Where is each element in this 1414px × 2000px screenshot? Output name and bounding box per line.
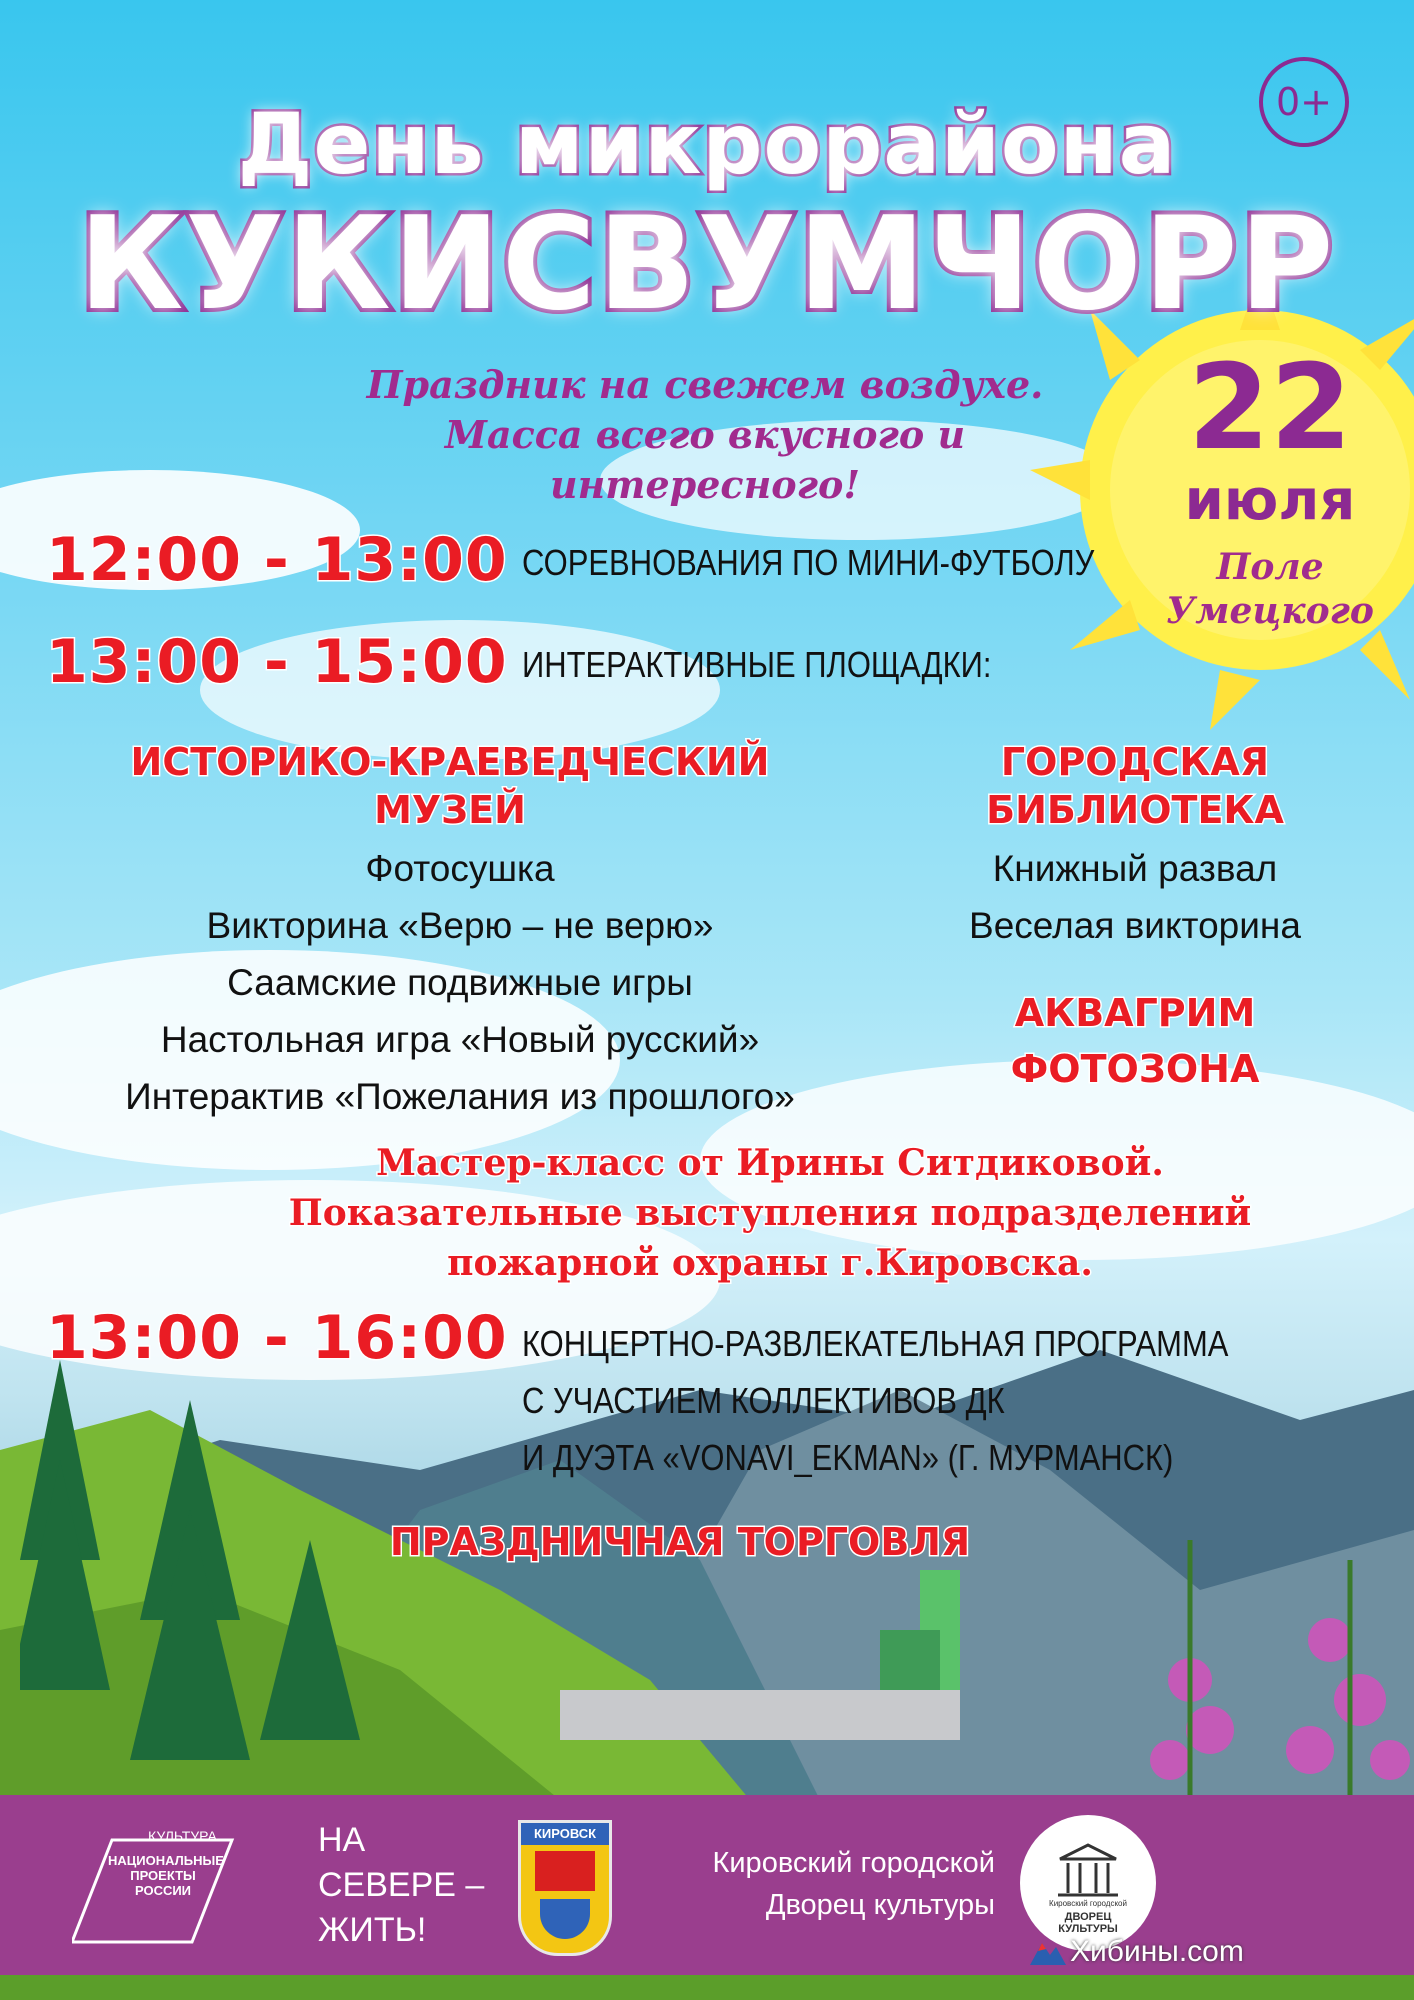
concert-line3: И ДУЭТА «VONAVI_EKMAN» (Г. МУРМАНСК) [522, 1437, 1174, 1478]
footer-grass [0, 1975, 1414, 2000]
schedule-time-2: 13:00 - 15:00 [46, 627, 508, 697]
library-title-line1: ГОРОДСКАЯ [1000, 740, 1270, 784]
fireweed-flowers [1130, 1540, 1414, 1800]
event-place [1160, 545, 1380, 633]
dk-logo-big [1020, 1911, 1156, 1935]
concert-line2: С УЧАСТИЕМ КОЛЛЕКТИВОВ ДК [522, 1380, 1005, 1421]
museum-title-line1: ИСТОРИКО-КРАЕВЕДЧЕСКИЙ [130, 740, 770, 784]
museum-title [100, 738, 800, 834]
culture-label: КУЛЬТУРА [148, 1828, 217, 1844]
list-item: Веселая викторина [969, 905, 1301, 946]
dk-logo-small: Кировский городской [1049, 1899, 1127, 1908]
list-item: Интерактив «Пожелания из прошлого» [125, 1076, 795, 1117]
schedule-time-3: 13:00 - 16:00 [46, 1303, 508, 1373]
coat-red-field [535, 1851, 595, 1891]
north-slogan [318, 1818, 484, 1953]
dk-line1: Кировский городской [712, 1847, 995, 1879]
subtitle-line1: Праздник на свежем воздухе. [366, 362, 1044, 407]
place-line1: Поле [1216, 546, 1324, 588]
place-line2: Умецкого [1166, 590, 1374, 632]
np-line3: РОССИИ [134, 1883, 192, 1898]
coat-label: КИРОВСК [521, 1823, 609, 1845]
masterclass-line2: Показательные выступления подразделений [288, 1192, 1252, 1234]
north-line3: ЖИТЬ! [318, 1911, 427, 1949]
subtitle-line2: Масса всего вкусного и интересного! [444, 412, 966, 507]
fir-trees [20, 1360, 420, 1780]
masterclass-line1: Мастер-класс от Ирины Ситдиковой. [376, 1142, 1164, 1184]
schedule-text-3 [522, 1315, 1343, 1486]
masterclass [220, 1138, 1320, 1288]
schedule-text-1: СОРЕВНОВАНИЯ ПО МИНИ-ФУТБОЛУ [522, 542, 1095, 583]
schedule-time-1: 12:00 - 13:00 [46, 525, 508, 595]
watermark [1030, 1935, 1244, 1969]
museum-items [100, 840, 820, 1125]
list-item: Книжный развал [992, 848, 1278, 889]
list-item: Викторина «Верю – не верю» [206, 905, 714, 946]
national-projects-text [108, 1853, 224, 1898]
trade-title: ПРАЗДНИЧНАЯ ТОРГОВЛЯ [389, 1520, 971, 1564]
title-line2: КУКИСВУМЧОРР [78, 190, 1336, 339]
date-day: 22 [1187, 338, 1353, 476]
museum-title-line2: МУЗЕЙ [374, 788, 526, 832]
list-item: Настольная игра «Новый русский» [160, 1019, 760, 1060]
library-items [935, 840, 1335, 954]
library-title [935, 738, 1335, 834]
list-item: Саамские подвижные игры [227, 962, 693, 1003]
dk-logo [1020, 1815, 1156, 1951]
subtitle [290, 360, 1120, 510]
library-title-line2: БИБЛИОТЕКА [986, 788, 1284, 832]
north-line2: СЕВЕРЕ – [318, 1866, 485, 1904]
north-line1: НА [318, 1821, 366, 1859]
mountain-logo-icon [1030, 1939, 1066, 1965]
kirovsk-coat-of-arms [518, 1820, 612, 1956]
concert-line1: КОНЦЕРТНО-РАЗВЛЕКАТЕЛЬНАЯ ПРОГРАММА [522, 1323, 1229, 1364]
np-line1: НАЦИОНАЛЬНЫЕ [108, 1853, 224, 1868]
dk-logo-big-line2: КУЛЬТУРЫ [1058, 1923, 1118, 1935]
extras-line2: ФОТОЗОНА [1010, 1047, 1260, 1091]
masterclass-line3: пожарной охраны г.Кировска. [447, 1242, 1093, 1284]
np-line2: ПРОЕКТЫ [130, 1868, 196, 1883]
extras-line1: АКВАГРИМ [1014, 991, 1256, 1035]
age-rating-badge: 0+ [1259, 57, 1349, 147]
schedule-text-2: ИНТЕРАКТИВНЫЕ ПЛОЩАДКИ: [522, 644, 992, 685]
watermark-text: Хибины.com [1070, 1935, 1244, 1968]
date-month: июля [1184, 468, 1356, 533]
dk-logo-big-line1: ДВОРЕЦ [1064, 1911, 1112, 1923]
title-line1: День микрорайона [237, 95, 1177, 193]
dk-name [655, 1842, 995, 1926]
coat-blue-field [540, 1899, 590, 1939]
list-item: Фотосушка [365, 848, 555, 889]
extras [935, 985, 1335, 1097]
dk-line2: Дворец культуры [765, 1889, 995, 1921]
